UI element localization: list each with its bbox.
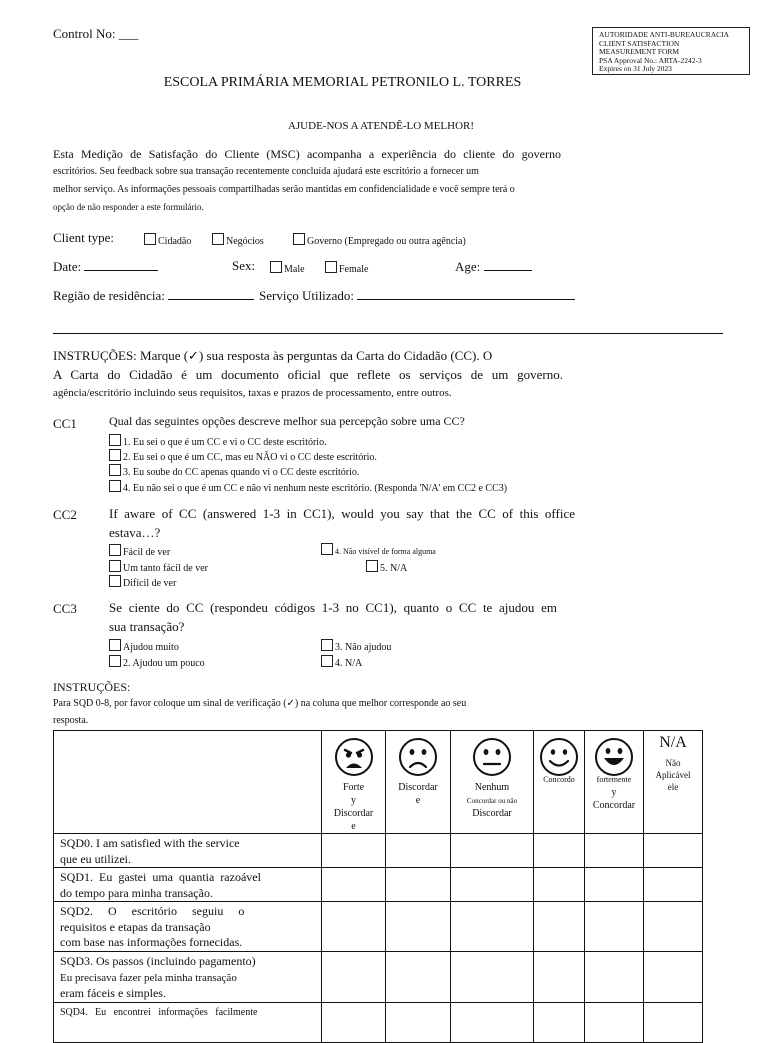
service-blank[interactable]: [357, 299, 575, 300]
neutral-face-icon: [472, 737, 512, 777]
checkbox[interactable]: [109, 575, 121, 587]
table-row: [54, 1002, 703, 1042]
intro-line: escritórios. Seu feedback sobre sua transação recentemente concluída ajudará este escritório a fornecer um: [53, 166, 479, 177]
rating-cell[interactable]: [585, 868, 644, 902]
rating-cell[interactable]: [534, 834, 585, 868]
cc1-option-2[interactable]: 2. Eu sei o que é um CC, mas eu NÃO vi o CC deste escritório.: [109, 449, 377, 463]
intro-line: Esta Medição de Satisfação do Cliente (MSC) acompanha a experiência do cliente do governo: [53, 147, 561, 161]
rating-cell[interactable]: [534, 868, 585, 902]
rating-cell[interactable]: [644, 902, 703, 952]
instructions2-line: resposta.: [53, 715, 89, 726]
checkbox[interactable]: [109, 560, 121, 572]
scale-label: Nenhum: [474, 782, 510, 793]
stamp-line: MEASUREMENT FORM: [599, 47, 680, 57]
checkbox[interactable]: [321, 639, 333, 651]
table-header-row: [54, 731, 703, 834]
scale-header-strongly-agree: [585, 731, 644, 834]
happy-face-icon: [539, 737, 579, 777]
service-label: Serviço Utilizado:: [259, 288, 354, 303]
rating-cell[interactable]: [386, 952, 451, 1003]
instructions-line: INSTRUÇÕES: Marque (✓) sua resposta às perguntas da Carta do Cidadão (CC). O: [53, 348, 493, 363]
scale-label: Concordo: [543, 775, 575, 784]
scale-header-na: [644, 731, 703, 834]
checkbox[interactable]: [325, 261, 337, 273]
cc3-option-helped-much[interactable]: Ajudou muito: [109, 639, 179, 653]
intro-line: opção de não responder a este formulário.: [53, 202, 204, 212]
cc3-question-cont: sua transação?: [109, 619, 185, 634]
table-row: [54, 868, 703, 902]
rating-cell[interactable]: [644, 868, 703, 902]
checkbox[interactable]: [321, 655, 333, 667]
date-label: Date:: [53, 259, 82, 274]
date-field[interactable]: [53, 259, 158, 275]
sqd3-statement: SQD3. Os passos (incluindo pagamento) Eu precisava fazer pela minha transação eram fáceis e simples.: [54, 952, 322, 1003]
client-type-label: Client type:: [53, 230, 115, 245]
rating-cell[interactable]: [534, 1002, 585, 1042]
rating-cell[interactable]: [585, 834, 644, 868]
checkbox[interactable]: [144, 233, 156, 245]
sqd1-statement: SQD1. Eu gastei uma quantia razoável do tempo para minha transação.: [54, 868, 322, 902]
cc2-question: If aware of CC (answered 1-3 in CC1), would you say that the CC of this office: [109, 506, 575, 521]
scale-label: fortemente: [596, 775, 632, 784]
cc2-question-cont: estava…?: [109, 525, 161, 540]
cc2-code: CC2: [53, 507, 77, 522]
checkbox[interactable]: [270, 261, 282, 273]
scale-label: Concordar: [592, 800, 636, 811]
rating-cell[interactable]: [451, 834, 534, 868]
cc1-option-4[interactable]: 4. Eu não sei o que é um CC e não vi nenhum neste escritório. (Responda 'N/A' em CC2 e CC3): [109, 480, 507, 494]
region-field[interactable]: [53, 288, 254, 304]
cc3-code: CC3: [53, 601, 77, 616]
sad-face-icon: [398, 737, 438, 777]
scale-label: Discordar: [472, 808, 512, 819]
rating-cell[interactable]: [644, 1002, 703, 1042]
rating-cell[interactable]: [322, 868, 386, 902]
scale-label: Concordar ou não: [466, 797, 518, 805]
sex-label: Sex:: [232, 258, 256, 273]
stamp-line: CLIENT SATISFACTION: [599, 38, 680, 48]
very-sad-face-icon: [334, 737, 374, 777]
rating-cell[interactable]: [322, 902, 386, 952]
service-field[interactable]: [259, 288, 575, 304]
very-happy-face-icon: [594, 737, 634, 777]
scale-header-agree: [534, 731, 585, 834]
rating-cell[interactable]: [534, 952, 585, 1003]
rating-cell[interactable]: [322, 952, 386, 1003]
control-number: [53, 26, 138, 42]
rating-cell[interactable]: [386, 1002, 451, 1042]
scale-header-neutral: [451, 731, 534, 834]
cc2-option-easy[interactable]: Fácil de ver: [109, 544, 170, 558]
cc2-option-difficult[interactable]: Difícil de ver: [109, 575, 176, 589]
rating-cell[interactable]: [451, 902, 534, 952]
control-number-blank[interactable]: ___: [118, 26, 139, 41]
cc1-code: CC1: [53, 416, 77, 431]
date-blank[interactable]: [84, 270, 158, 271]
scale-label: e: [415, 795, 421, 806]
scale-header-strongly-disagree: [322, 731, 386, 834]
rating-cell[interactable]: [386, 902, 451, 952]
client-type-option-government[interactable]: Governo (Empregado ou outra agência): [293, 233, 466, 247]
stamp-line: PSA Approval No.: ARTA-2242-3: [599, 55, 702, 65]
sqd4-statement: SQD4. Eu encontrei informações facilmente: [54, 1002, 322, 1042]
sex-option-female[interactable]: Female: [325, 261, 368, 275]
na-sub: Não: [665, 758, 681, 768]
cc3-option-helped-little[interactable]: 2. Ajudou um pouco: [109, 655, 205, 669]
client-type-option-business[interactable]: Negócios: [212, 233, 264, 247]
intro-line: melhor serviço. As informações pessoais compartilhadas serão mantidas em confidencialidade e você sempre terá o: [53, 184, 515, 195]
rating-cell[interactable]: [451, 1002, 534, 1042]
scale-header-disagree: [386, 731, 451, 834]
na-title: N/A: [659, 734, 687, 751]
rating-cell[interactable]: [644, 952, 703, 1003]
table-row: [54, 952, 703, 1003]
na-sub: ele: [667, 782, 679, 792]
checkbox[interactable]: [293, 233, 305, 245]
cc3-question: Se ciente do CC (respondeu códigos 1-3 no CC1), quanto o CC te ajudou em: [109, 600, 557, 615]
checkbox[interactable]: [109, 434, 121, 446]
table-row: [54, 902, 703, 952]
checkbox[interactable]: [321, 543, 333, 555]
rating-cell[interactable]: [322, 1002, 386, 1042]
school-name: ESCOLA PRIMÁRIA MEMORIAL PETRONILO L. TORRES: [163, 75, 522, 90]
stamp-line: AUTORIDADE ANTI-BUREAUCRACIA: [599, 30, 730, 39]
table-row: [54, 834, 703, 868]
sqd0-statement: SQD0. I am satisfied with the service que eu utilizei.: [54, 834, 322, 868]
scale-label: Discordar: [333, 808, 374, 819]
instructions2-title: INSTRUÇÕES:: [53, 680, 131, 694]
scale-label: Forte: [342, 782, 365, 793]
cc3-option-na[interactable]: 4. N/A: [321, 655, 362, 669]
na-sub: Aplicável: [655, 770, 691, 780]
form-approval-stamp: [592, 27, 750, 75]
age-field[interactable]: [455, 259, 532, 275]
cc1-option-3[interactable]: 3. Eu soube do CC apenas quando vi o CC deste escritório.: [109, 464, 359, 478]
sqd2-statement: SQD2. O escritório seguiu o requisitos e etapas da transação com base nas informações fornecidas.: [54, 902, 322, 952]
cc2-option-not-visible[interactable]: 4. Não visível de forma alguma: [321, 543, 436, 556]
section-divider: [53, 333, 723, 334]
sqd-rating-table: [53, 730, 703, 1043]
rating-cell[interactable]: [534, 902, 585, 952]
rating-cell[interactable]: [451, 868, 534, 902]
rating-cell[interactable]: [585, 1002, 644, 1042]
checkbox[interactable]: [109, 449, 121, 461]
checkbox[interactable]: [109, 655, 121, 667]
stamp-line: Expires on 31 July 2023: [599, 64, 672, 74]
scale-label: e: [351, 821, 356, 832]
age-blank[interactable]: [484, 270, 532, 271]
rating-cell[interactable]: [386, 868, 451, 902]
cc2-option-somewhat-easy[interactable]: Um tanto fácil de ver: [109, 560, 208, 574]
scale-label: Discordar: [398, 782, 438, 793]
checkbox[interactable]: [366, 560, 378, 572]
rating-cell[interactable]: [585, 952, 644, 1003]
empty-header-cell: [54, 731, 322, 834]
rating-cell[interactable]: [451, 952, 534, 1003]
checkbox[interactable]: [109, 464, 121, 476]
instructions2-line: Para SQD 0-8, por favor coloque um sinal de verificação (✓) na coluna que melhor corresponde ao seu: [53, 698, 467, 709]
control-number-label: Control No:: [53, 26, 116, 41]
rating-cell[interactable]: [322, 834, 386, 868]
rating-cell[interactable]: [644, 834, 703, 868]
region-blank[interactable]: [168, 299, 254, 300]
instructions-line: agência/escritório incluindo seus requisitos, taxas e prazos de processamento, entre outros.: [53, 387, 452, 399]
cc1-option-1[interactable]: 1. Eu sei o que é um CC e vi o CC deste escritório.: [109, 434, 327, 448]
rating-cell[interactable]: [386, 834, 451, 868]
checkbox[interactable]: [109, 639, 121, 651]
cc3-option-did-not-help[interactable]: 3. Não ajudou: [321, 639, 391, 653]
scale-label: y: [611, 787, 617, 798]
sex-option-male[interactable]: Male: [270, 261, 305, 275]
checkbox[interactable]: [109, 544, 121, 556]
rating-cell[interactable]: [585, 902, 644, 952]
client-type-option-citizen[interactable]: Cidadão: [144, 233, 191, 247]
checkbox[interactable]: [212, 233, 224, 245]
scale-label: y: [351, 795, 356, 806]
cc2-option-na[interactable]: 5. N/A: [366, 560, 407, 574]
tagline: AJUDE-NOS A ATENDÊ-LO MELHOR!: [287, 120, 475, 132]
checkbox[interactable]: [109, 480, 121, 492]
cc1-question: Qual das seguintes opções descreve melhor sua percepção sobre uma CC?: [109, 414, 465, 428]
instructions-line: A Carta do Cidadão é um documento oficial que reflete os serviços de um governo.: [53, 367, 563, 382]
age-label: Age:: [455, 259, 481, 274]
region-label: Região de residência:: [53, 288, 165, 303]
